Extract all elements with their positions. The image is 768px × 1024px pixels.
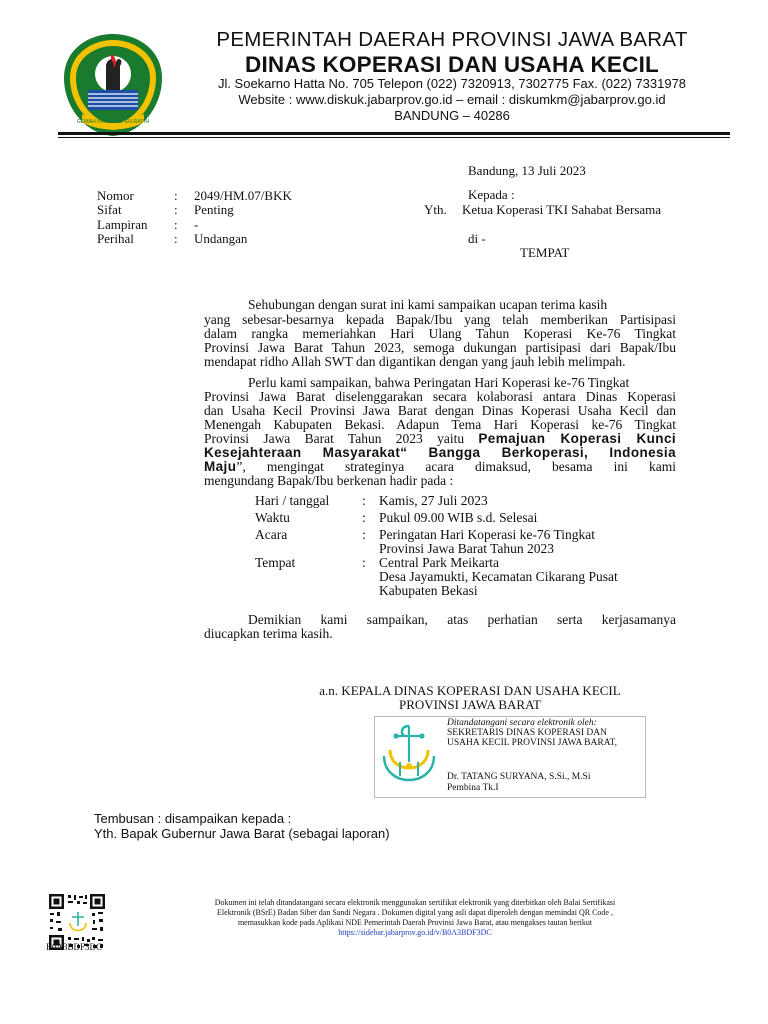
meta-value-nomor: 2049/HM.07/BKK — [194, 188, 292, 203]
event-value-agenda: Peringatan Hari Koperasi ke-76 Tingkat — [379, 527, 595, 542]
event-colon: : — [362, 555, 366, 570]
meta-label-nomor: Nomor — [97, 188, 134, 203]
meta-label-perihal: Perihal — [97, 231, 134, 246]
meta-colon: : — [174, 217, 178, 232]
event-value-time: Pukul 09.00 WIB s.d. Selesai — [379, 510, 538, 525]
signer-position-line: PROVINSI JAWA BARAT — [399, 697, 541, 712]
esign-signer-name: Dr. TATANG SURYANA, S.Si., M.Si — [447, 772, 591, 782]
letterhead-address: Jl. Soekarno Hatta No. 705 Telepon (022) 7320913, 7302775 Fax. (022) 7331978 — [217, 76, 687, 91]
event-value-agenda: Provinsi Jawa Barat Tahun 2023 — [379, 541, 555, 556]
letter-date: Bandung, 13 Juli 2023 — [468, 163, 586, 178]
event-value-place: Central Park Meikarta — [379, 555, 499, 570]
event-colon: : — [362, 493, 366, 508]
meta-value-perihal: Undangan — [194, 231, 248, 246]
meta-colon: : — [174, 202, 178, 217]
paragraph-2-line: Perlu kami sampaikan, bahwa Peringatan Hari Koperasi ke-76 Tingkat — [248, 375, 630, 390]
tembusan-heading: Tembusan : disampaikan kepada : — [94, 811, 292, 826]
signer-position-line: a.n. KEPALA DINAS KOPERASI DAN USAHA KECIL — [319, 683, 621, 698]
recipient-kepada: Kepada : — [468, 187, 515, 202]
meta-colon: : — [174, 231, 178, 246]
letterhead-city: BANDUNG – 40286 — [394, 108, 510, 123]
paragraph-2-text: Provinsi Jawa Barat Tahun 2023 yaitu — [204, 431, 479, 446]
letterhead-website-email: Website : www.diskuk.jabarprov.go.id – email : diskumkm@jabarprov.go.id — [238, 92, 666, 107]
footer-disclaimer-line: memasukkan kode pada Aplikasi NDE Pemerintah Daerah Provinsi Jawa Barat, atau mengakses tautan berikut — [237, 918, 593, 927]
tembusan-recipient: Yth. Bapak Gubernur Jawa Barat (sebagai laporan) — [94, 826, 390, 841]
meta-label-sifat: Sifat — [97, 202, 122, 217]
recipient-di: di - — [468, 231, 486, 246]
esign-title: USAHA KECIL PROVINSI JAWA BARAT, — [447, 738, 617, 748]
footer-disclaimer-line: Elektronik (BSrE) Badan Siber dan Sandi Negara . Dokumen digital yang asli dapat diperoleh dengan memindai QR Code , — [217, 908, 613, 917]
paragraph-2-line: Menengah Kabupaten Bekasi. Adapun Tema Hari Koperasi ke-76 Tingkat — [204, 417, 676, 432]
event-value-date: Kamis, 27 Juli 2023 — [379, 493, 488, 508]
event-value-place: Kabupaten Bekasi — [379, 583, 478, 598]
paragraph-2-line: mengundang Bapak/Ibu berkenan hadir pada : — [204, 473, 454, 488]
letterhead-rule-thin — [58, 137, 730, 138]
recipient-yth: Yth. — [424, 202, 447, 217]
paragraph-2-text: ”, mengingat strateginya acara dimaksud, besama ini kami — [236, 459, 676, 474]
esign-note: Ditandatangani secara elektronik oleh: — [447, 718, 597, 728]
letterhead-agency-name: DINAS KOPERASI DAN USAHA KECIL — [245, 52, 659, 77]
esign-title: SEKRETARIS DINAS KOPERASI DAN — [447, 728, 607, 738]
bsre-esign-logo-icon — [378, 722, 440, 792]
theme-bold-text: Kesejahteraan Masyarakat“ Bangga Berkoperasi, Indonesia — [204, 445, 676, 460]
closing-line: Demikian kami sampaikan, atas perhatian serta kerjasamanya — [248, 612, 676, 627]
verification-link[interactable]: https://sidebar.jabarprov.go.id/v/B0A3BDF3DC — [338, 928, 492, 937]
letterhead-rule-thick — [58, 132, 730, 135]
event-label-time: Waktu — [255, 510, 290, 525]
theme-bold-text: Maju — [204, 459, 237, 474]
paragraph-1-line: yang sebesar-besarnya kepada Bapak/Ibu yang telah memberikan Partisipasi — [204, 312, 676, 327]
paragraph-1-line: Sehubungan dengan surat ini kami sampaikan ucapan terima kasih — [248, 297, 608, 312]
paragraph-2-line: dan Usaha Kecil Provinsi Jawa Barat dengan Dinas Koperasi Usaha Kecil dan — [204, 403, 676, 418]
event-colon: : — [362, 510, 366, 525]
paragraph-1-line: mendapat ridho Allah SWT dan digantikan dengan yang jauh lebih melimpah. — [204, 354, 626, 369]
paragraph-2-line: Provinsi Jawa Barat diselenggarakan secara kolaborasi antara Dinas Koperasi — [204, 389, 676, 404]
theme-bold-text: Pemajuan Koperasi Kunci — [478, 431, 677, 446]
closing-line: diucapkan terima kasih. — [204, 626, 333, 641]
footer-disclaimer-line: Dokumen ini telah ditandatangani secara elektronik menggunakan sertifikat elektronik yang diterbitkan oleh Balai Sertifikasi — [214, 898, 616, 907]
qr-verification-code: B0A3BDF3DC — [46, 942, 103, 952]
jawa-barat-emblem-logo — [58, 30, 168, 140]
meta-label-lampiran: Lampiran — [97, 217, 148, 232]
letterhead-government-name: PEMERINTAH DAERAH PROVINSI JAWA BARAT — [216, 28, 688, 51]
event-label-agenda: Acara — [255, 527, 288, 542]
recipient-tempat: TEMPAT — [520, 245, 570, 260]
meta-value-sifat: Penting — [194, 202, 234, 217]
event-value-place: Desa Jayamukti, Kecamatan Cikarang Pusat — [379, 569, 618, 584]
paragraph-1-line: dalam rangka memeriahkan Hari Ulang Tahun Koperasi Ke-76 Tingkat — [204, 326, 676, 341]
paragraph-1-line: Provinsi Jawa Barat Tahun 2023, semoga dukungan partisipasi dari Bapak/Ibu — [204, 340, 676, 355]
event-label-place: Tempat — [255, 555, 296, 570]
recipient-name: Ketua Koperasi TKI Sahabat Bersama — [462, 202, 662, 217]
event-colon: : — [362, 527, 366, 542]
event-label-date: Hari / tanggal — [255, 493, 330, 508]
meta-value-lampiran: - — [194, 217, 199, 232]
logo-motto-text: GEMAH RIPAH REPEH RAPIH — [76, 119, 150, 125]
esign-signer-rank: Pembina Tk.I — [447, 783, 499, 793]
meta-colon: : — [174, 188, 178, 203]
